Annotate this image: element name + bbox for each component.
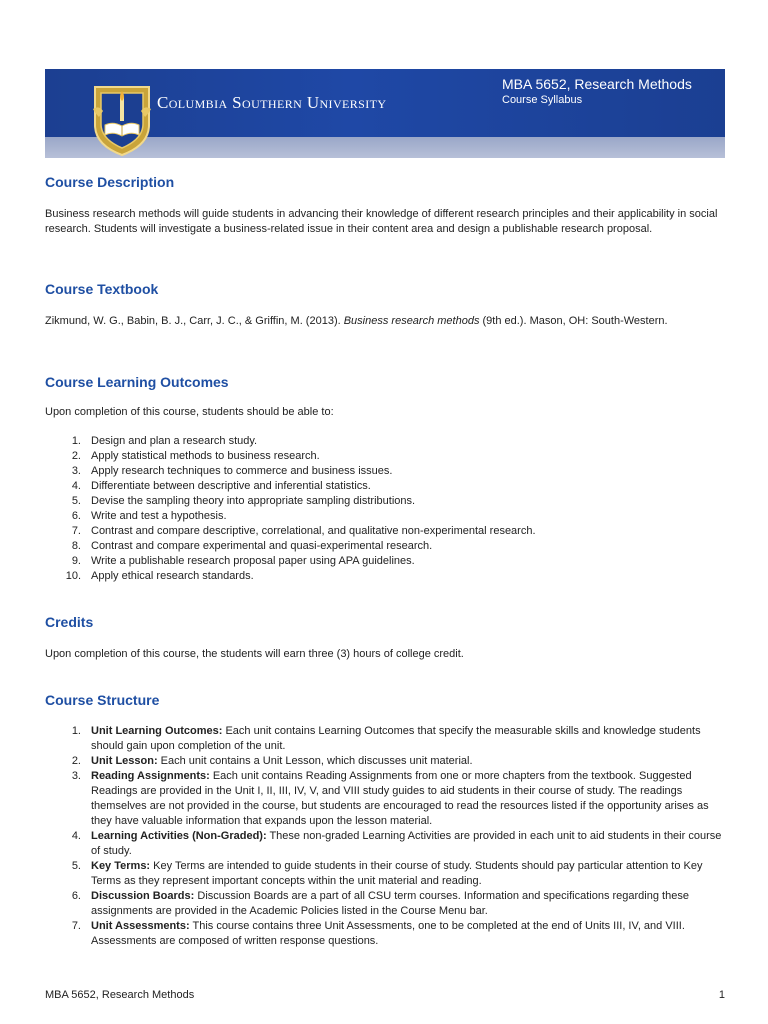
structure-description: Each unit contains Reading Assignments from one or more chapters from the textbook. Suggested Readings are provided in the Unit I, II, III, IV, V, and VIII study guides to aid students in their course of study. The readings themselves are not provided in the course, but students are encouraged to read the resources listed if the opportunity arises as they have valuable information that expands upon the lesson material. [91,770,709,827]
structure-description: Each unit contains a Unit Lesson, which discusses unit material. [157,755,473,767]
learning-outcome-item [45,479,725,494]
learning-outcome-item [45,449,725,464]
course-structure-list [45,724,725,949]
structure-term: Unit Lesson: [91,755,158,767]
course-title: MBA 5652, Research Methods [502,76,692,92]
university-crest-logo [91,79,153,157]
textbook-citation [45,314,725,329]
learning-outcomes-list [45,434,725,584]
course-structure-item [45,829,725,859]
list-number: 4. [71,830,81,842]
course-structure-item [45,919,725,949]
list-number: 5. [71,860,81,872]
course-structure-item [45,859,725,889]
university-name: Columbia Southern University [157,93,387,112]
learning-outcome-text: Design and plan a research study. [91,435,258,447]
list-number: 2. [71,450,81,462]
footer-course-name: MBA 5652, Research Methods [45,989,195,1001]
citation-publisher: (9th ed.). Mason, OH: South-Western. [479,315,668,327]
structure-description: These non-graded Learning Activities are provided in each unit to aid students in their course of study. [91,830,722,857]
structure-term: Unit Assessments: [91,920,190,932]
course-textbook-heading: Course Textbook [45,281,159,297]
learning-outcome-text: Contrast and compare descriptive, correlational, and qualitative non-experimental research. [91,525,536,537]
list-number: 6. [71,510,81,522]
list-number: 5. [71,495,81,507]
structure-description: This course contains three Unit Assessments, one to be completed at the end of Units III, IV, and VIII. Assessments are composed of written response questions. [91,920,685,947]
list-number: 3. [71,465,81,477]
list-number: 6. [71,890,81,902]
list-number: 1. [71,725,81,737]
learning-outcome-item [45,464,725,479]
structure-description: Discussion Boards are a part of all CSU term courses. Information and specifications regarding these assignments are provided in the Academic Policies listed in the Course Menu bar. [91,890,689,917]
course-structure-item [45,769,725,829]
learning-outcomes-intro: Upon completion of this course, students should be able to: [45,406,334,418]
structure-term: Key Terms: [91,860,151,872]
learning-outcome-item [45,569,725,584]
list-number: 7. [71,525,81,537]
course-structure-item [45,754,725,769]
credits-heading: Credits [45,614,94,630]
citation-authors: Zikmund, W. G., Babin, B. J., Carr, J. C., & Griffin, M. (2013). [45,315,344,327]
structure-description: Each unit contains Learning Outcomes that specify the measurable skills and knowledge students should gain upon completion of the unit. [91,725,701,752]
credits-text: Upon completion of this course, the students will earn three (3) hours of college credit. [45,648,464,660]
learning-outcome-text: Apply ethical research standards. [91,570,254,582]
course-structure-heading: Course Structure [45,692,160,708]
list-number: 9. [71,555,81,567]
learning-outcome-item [45,554,725,569]
learning-outcome-text: Differentiate between descriptive and inferential statistics. [91,480,371,492]
learning-outcome-item [45,494,725,509]
list-number: 7. [71,920,81,932]
course-description-text: Business research methods will guide students in advancing their knowledge of different research principles and their applicability in social research. Students will investigate a business-related issue in their content area and design a publishable research proposal. [45,208,718,235]
structure-term: Unit Learning Outcomes: [91,725,223,737]
course-structure-item [45,724,725,754]
list-number: 8. [71,540,81,552]
footer-page-number: 1 [718,989,725,1001]
course-description-heading: Course Description [45,174,175,190]
structure-term: Learning Activities (Non-Graded): [91,830,267,842]
learning-outcome-text: Apply statistical methods to business research. [91,450,320,462]
structure-description: Key Terms are intended to guide students in their course of study. Students should pay particular attention to Key Terms as they represent important concepts within the unit material and reading. [91,860,703,887]
structure-term: Reading Assignments: [91,770,210,782]
list-number: 10. [65,570,81,582]
learning-outcomes-heading: Course Learning Outcomes [45,374,229,390]
learning-outcome-item [45,434,725,449]
list-number: 4. [71,480,81,492]
learning-outcome-item [45,509,725,524]
list-number: 3. [71,770,81,782]
learning-outcome-text: Contrast and compare experimental and quasi-experimental research. [91,540,433,552]
learning-outcome-text: Devise the sampling theory into appropriate sampling distributions. [91,495,416,507]
learning-outcome-item [45,539,725,554]
citation-title: Business research methods [343,315,480,327]
learning-outcome-item [45,524,725,539]
learning-outcome-text: Write and test a hypothesis. [91,510,227,522]
list-number: 2. [71,755,81,767]
structure-term: Discussion Boards: [91,890,195,902]
course-structure-item [45,889,725,919]
course-subtitle: Course Syllabus [502,94,583,106]
learning-outcome-text: Apply research techniques to commerce and business issues. [91,465,393,477]
list-number: 1. [71,435,81,447]
learning-outcome-text: Write a publishable research proposal paper using APA guidelines. [91,555,415,567]
header-banner [45,69,725,158]
